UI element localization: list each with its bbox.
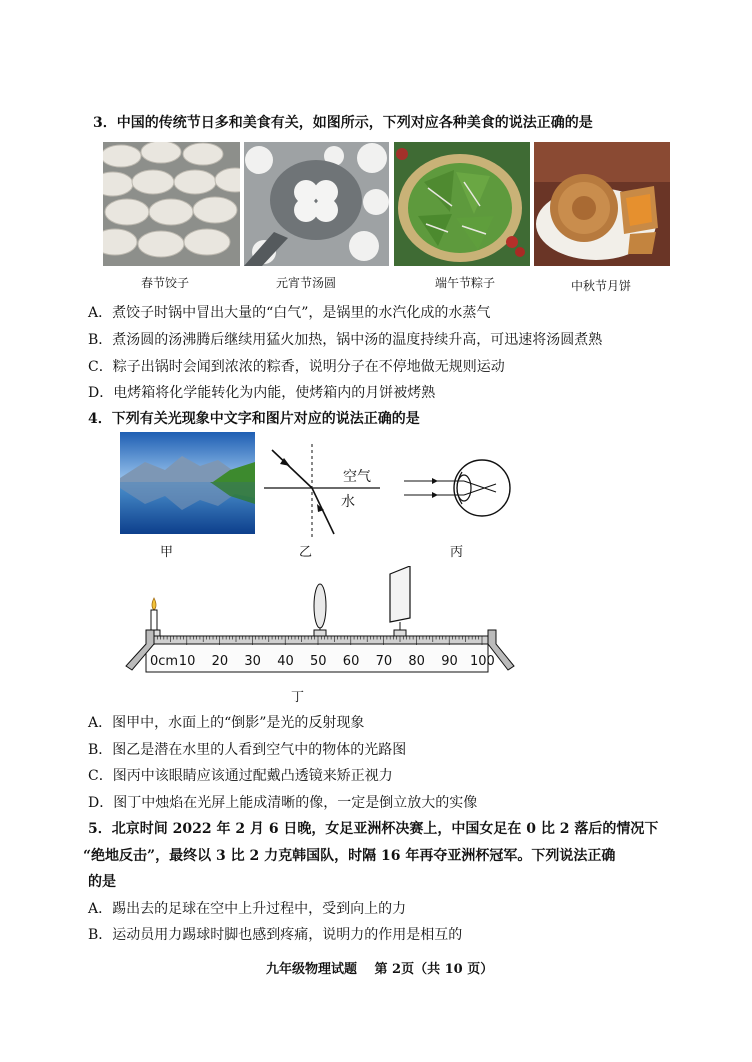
q4-option-b: B．图乙是潜在水里的人看到空气中的物体的光路图: [88, 742, 407, 758]
caption-dumplings: 春节饺子: [141, 276, 190, 290]
tangyuan-photo: [244, 142, 389, 266]
dumplings-photo: [103, 142, 240, 266]
ruler-tick-label: 10: [178, 654, 196, 669]
medium-water-label: 水: [341, 494, 355, 510]
caption-tangyuan: 元宵节汤圆: [276, 276, 337, 290]
zongzi-photo: [394, 142, 530, 266]
q5-stem-line-2: “绝地反击”，最终以 3 比 2 力克韩国队，时隔 16 年再夺亚洲杯冠军。下列说法正确: [83, 848, 616, 864]
caption-mooncake: 中秋节月饼: [571, 279, 632, 293]
q3-stem: 3．中国的传统节日多和美食有关，如图所示，下列对应各种美食的说法正确的是: [93, 115, 593, 131]
q5-option-b: B．运动员用力踢球时脚也感到疼痛，说明力的作用是相互的: [88, 927, 463, 943]
q3-option-c: C．粽子出锅时会闻到浓浓的粽香，说明分子在不停地做无规则运动: [88, 359, 505, 375]
ruler-tick-label: 90: [441, 654, 458, 669]
label-bing: 丙: [450, 545, 464, 560]
q3-option-b: B．煮汤圆的汤沸腾后继续用猛火加热，锅中汤的温度持续升高，可迅速将汤圆煮熟: [88, 332, 603, 348]
ruler-tick-label: 60: [342, 654, 360, 669]
label-ding: 丁: [291, 690, 305, 705]
figure-jia-lake-reflection: [120, 432, 255, 534]
label-jia: 甲: [160, 545, 174, 560]
mooncake-photo: [534, 142, 670, 266]
figure-yi-refraction: [262, 440, 402, 540]
medium-air-label: 空气: [343, 469, 371, 485]
ruler-tick-label: 80: [408, 654, 425, 669]
ruler-tick-label: 40: [277, 654, 294, 669]
q3-option-d: D．电烤箱将化学能转化为内能，使烤箱内的月饼被烤熟: [88, 385, 436, 401]
q4-stem: 4．下列有关光现象中文字和图片对应的说法正确的是: [88, 411, 420, 427]
page-footer: 九年级物理试题 第 2页（共 10 页）: [266, 962, 494, 977]
label-yi: 乙: [299, 545, 313, 560]
q5-option-a: A．踢出去的足球在空中上升过程中，受到向上的力: [88, 901, 407, 917]
caption-zongzi: 端午节粽子: [435, 276, 496, 290]
q4-option-d: D．图丁中烛焰在光屏上能成清晰的像，一定是倒立放大的实像: [88, 795, 478, 811]
q4-option-c: C．图丙中该眼睛应该通过配戴凸透镜来矫正视力: [88, 768, 393, 784]
q4-option-a: A．图甲中，水面上的“倒影”是光的反射现象: [88, 715, 365, 731]
figure-bing-eye: [404, 448, 516, 528]
q5-stem-line-3: 的是: [88, 874, 116, 890]
q3-option-a: A．煮饺子时锅中冒出大量的“白气”，是锅里的水汽化成的水蒸气: [88, 305, 491, 321]
q5-stem-line-1: 5．北京时间 2022 年 2 月 6 日晚，女足亚洲杯决赛上，中国女足在 0 比 2 落后的情况下: [88, 821, 659, 837]
ruler-tick-label: 100: [470, 654, 495, 669]
ruler-tick-label: 20: [211, 654, 229, 669]
ruler-tick-label: 0cm: [150, 654, 179, 669]
ruler-tick-label: 30: [244, 654, 261, 669]
ruler-tick-label: 70: [375, 654, 393, 669]
ruler-tick-label: 50: [310, 654, 327, 669]
